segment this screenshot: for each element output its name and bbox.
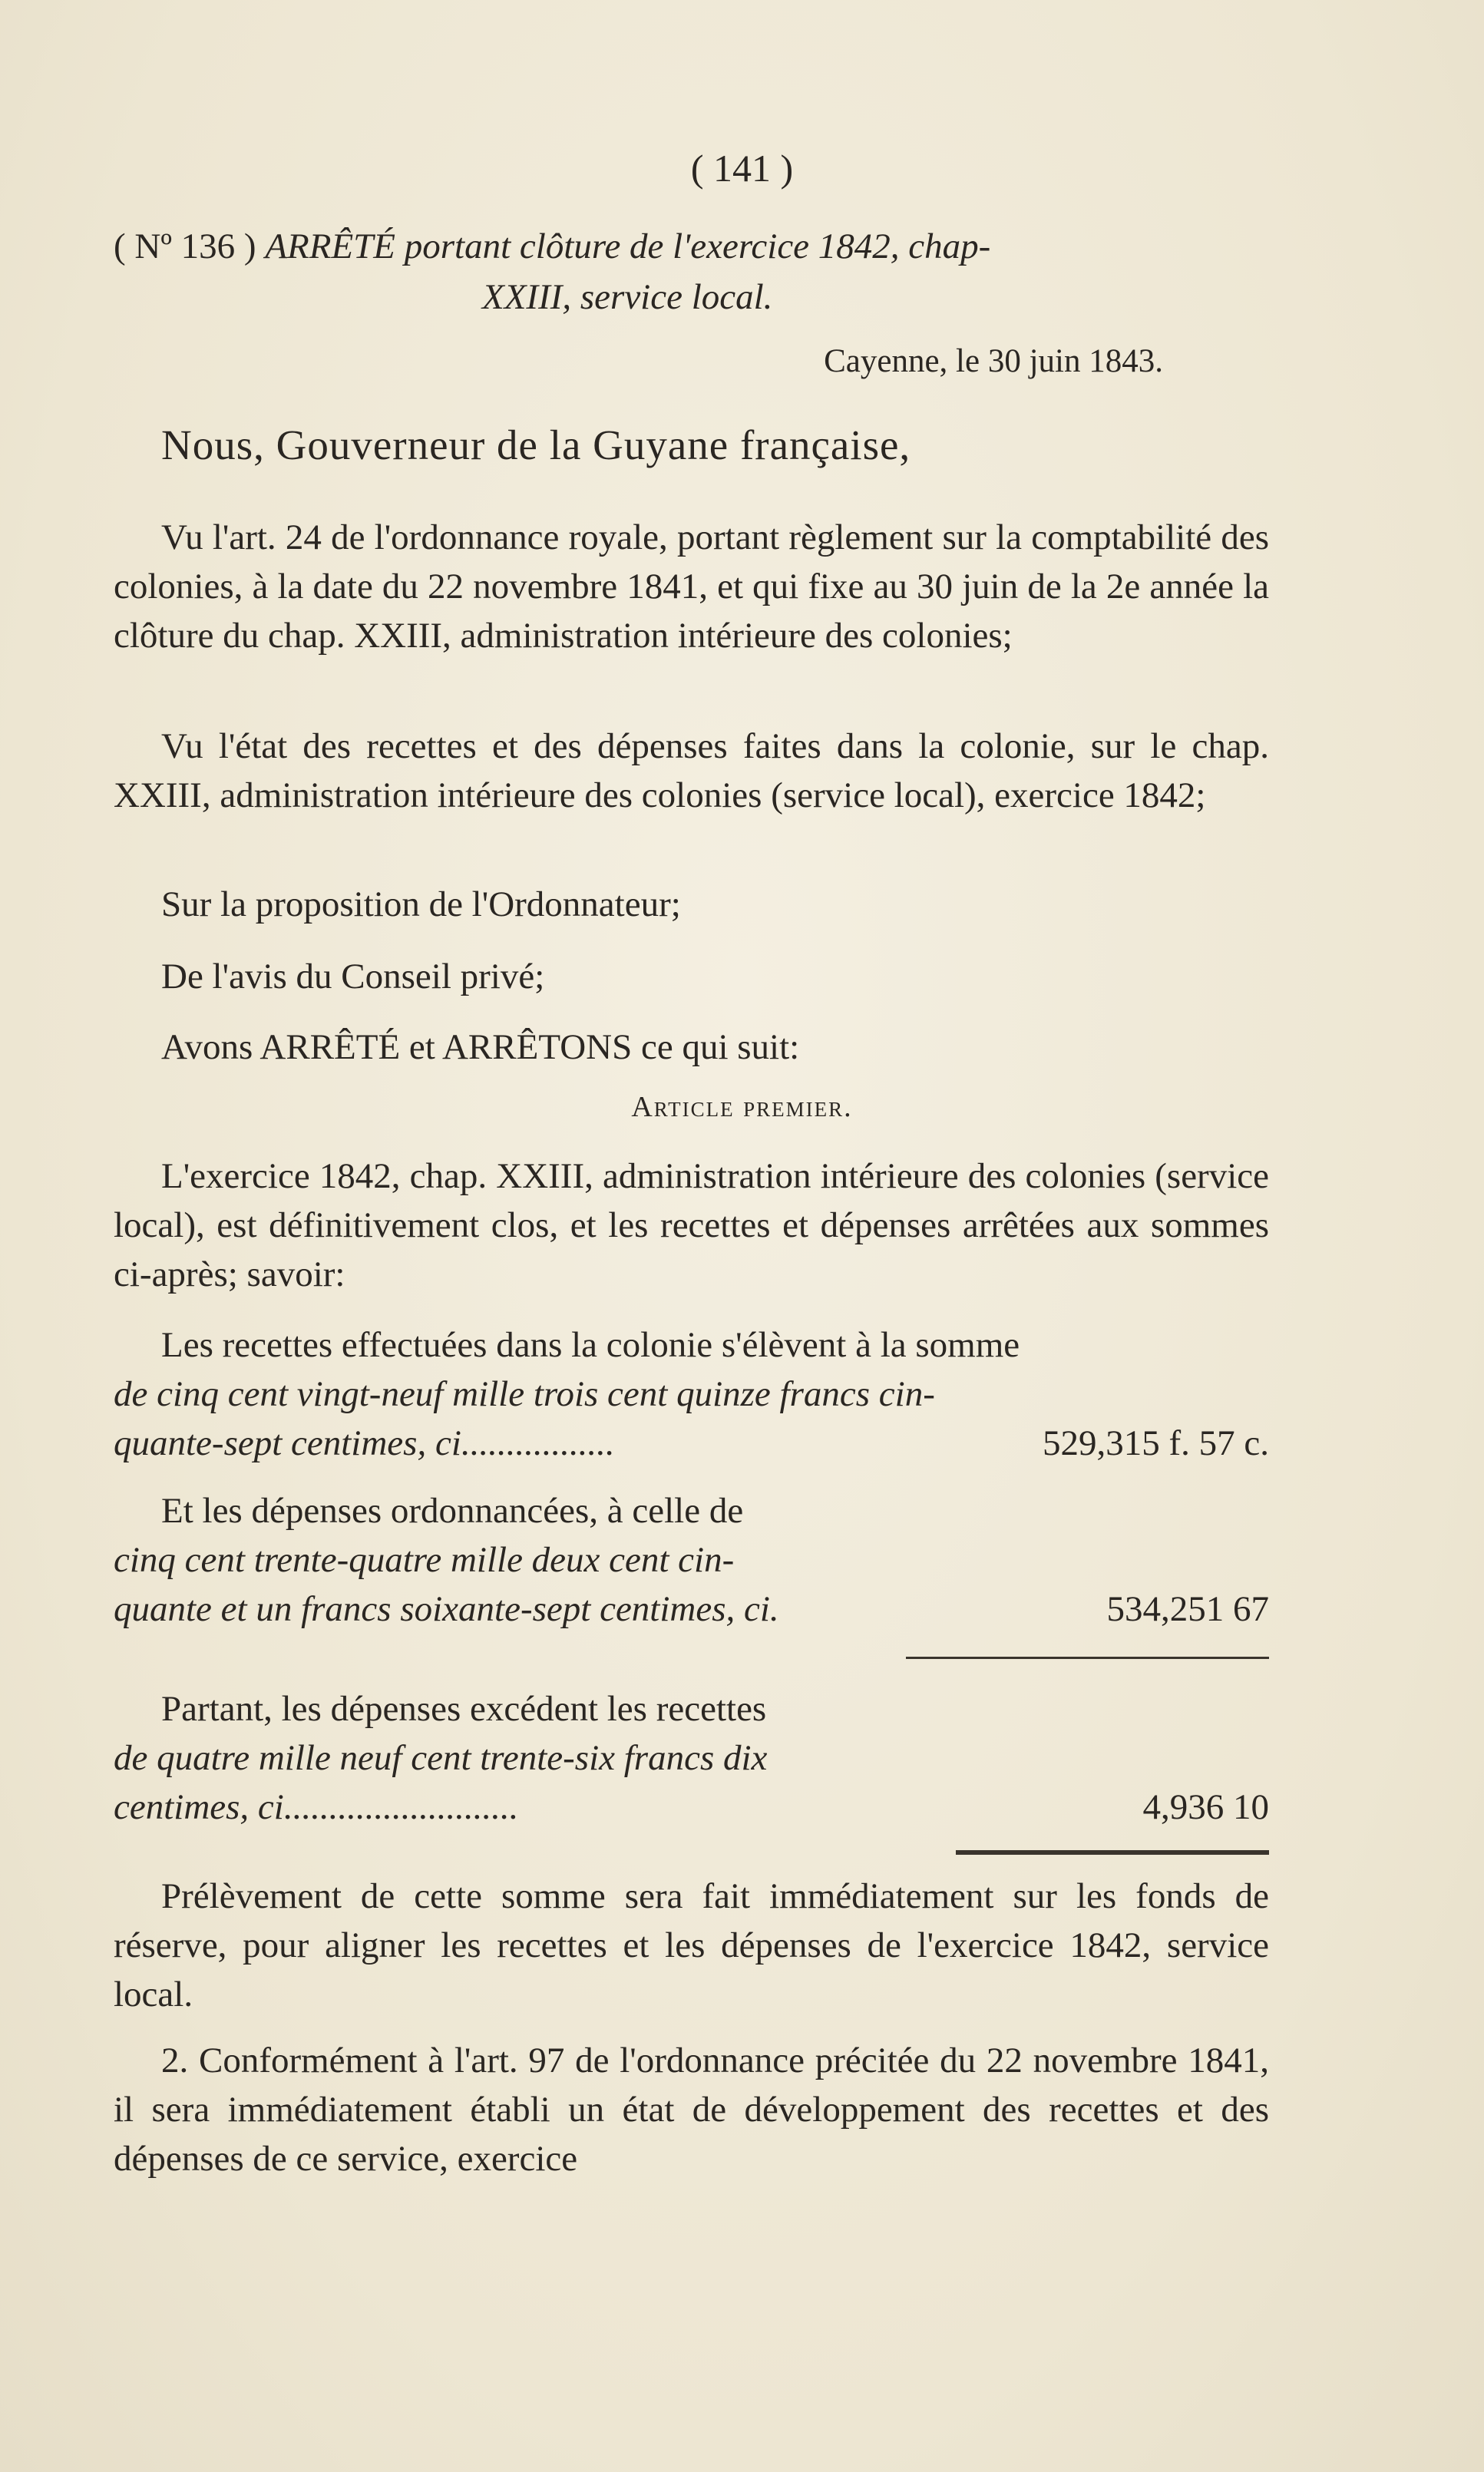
- decree-title: [114, 221, 1288, 322]
- depenses-line-3: quante et un francs soixante-sept centimes, ci. 534,251 67: [114, 1585, 1269, 1634]
- excedent-line-2: de quatre mille neuf cent trente-six francs dix: [114, 1738, 768, 1778]
- excedent-line-1: Partant, les dépenses excédent les recettes: [161, 1689, 767, 1729]
- decree-heading-line1: ARRÊTÉ portant clôture de l'exercice 1842, chap-: [265, 226, 991, 266]
- depenses-line-1: Et les dépenses ordonnancées, à celle de: [161, 1491, 744, 1531]
- depenses-amount: 534,251 67: [1106, 1589, 1269, 1629]
- recettes-amount: 529,315 f. 57 c.: [1042, 1423, 1269, 1463]
- place-date: Cayenne, le 30 juin 1843.: [824, 343, 1163, 379]
- consideration-4: De l'avis du Conseil privé;: [161, 957, 545, 996]
- consideration-3: Sur la proposition de l'Ordonnateur;: [161, 884, 681, 924]
- article2-paragraph: 2. Conformément à l'art. 97 de l'ordonnance précitée du 22 novembre 1841, il sera immédiatement établi un état de développement des recettes et des dépenses de ce service, exercice: [114, 2041, 1269, 2179]
- consideration-5: Avons ARRÊTÉ et ARRÊTONS ce qui suit:: [161, 1027, 800, 1067]
- decree-number: ( Nº 136 ): [114, 226, 256, 266]
- consideration-1: Vu l'art. 24 de l'ordonnance royale, portant règlement sur la comptabilité des colonies, à la date du 22 novembre 1841, et qui fixe au 30 juin de la 2e année la clôture du chap. XXIII, administration intérieure des colonies;: [114, 517, 1269, 656]
- prelevement-paragraph: Prélèvement de cette somme sera fait immédiatement sur les fonds de réserve, pour aligner les recettes et les dépenses de l'exercice 1842, service local.: [114, 1876, 1269, 2014]
- total-rule: [956, 1850, 1269, 1855]
- excedent-line-3: centimes, ci.......................... 4,936 10: [114, 1783, 1269, 1832]
- consideration-2: Vu l'état des recettes et des dépenses faites dans la colonie, sur le chap. XXIII, administration intérieure des colonies (service local), exercice 1842;: [114, 726, 1269, 815]
- decree-heading-line2: XXIII, service local.: [482, 277, 773, 317]
- page-number: ( 141 ): [690, 147, 794, 190]
- recettes-line-3: quante-sept centimes, ci................. 529,315 f. 57 c.: [114, 1419, 1269, 1468]
- recettes-line-2: de cinq cent vingt-neuf mille trois cent quinze francs cin-: [114, 1374, 935, 1414]
- depenses-line-2: cinq cent trente-quatre mille deux cent cin-: [114, 1540, 735, 1580]
- article1-intro: L'exercice 1842, chap. XXIII, administration intérieure des colonies (service local), est définitivement clos, et les recettes et dépenses arrêtées aux sommes ci-après; savoir:: [114, 1156, 1269, 1294]
- recettes-line-1: Les recettes effectuées dans la colonie s'élèvent à la somme: [161, 1325, 1020, 1365]
- article-heading: Article premier.: [631, 1091, 853, 1123]
- opening-formula: Nous, Gouverneur de la Guyane française,: [161, 421, 911, 468]
- excedent-amount: 4,936 10: [1142, 1787, 1269, 1827]
- sum-rule: [906, 1657, 1269, 1659]
